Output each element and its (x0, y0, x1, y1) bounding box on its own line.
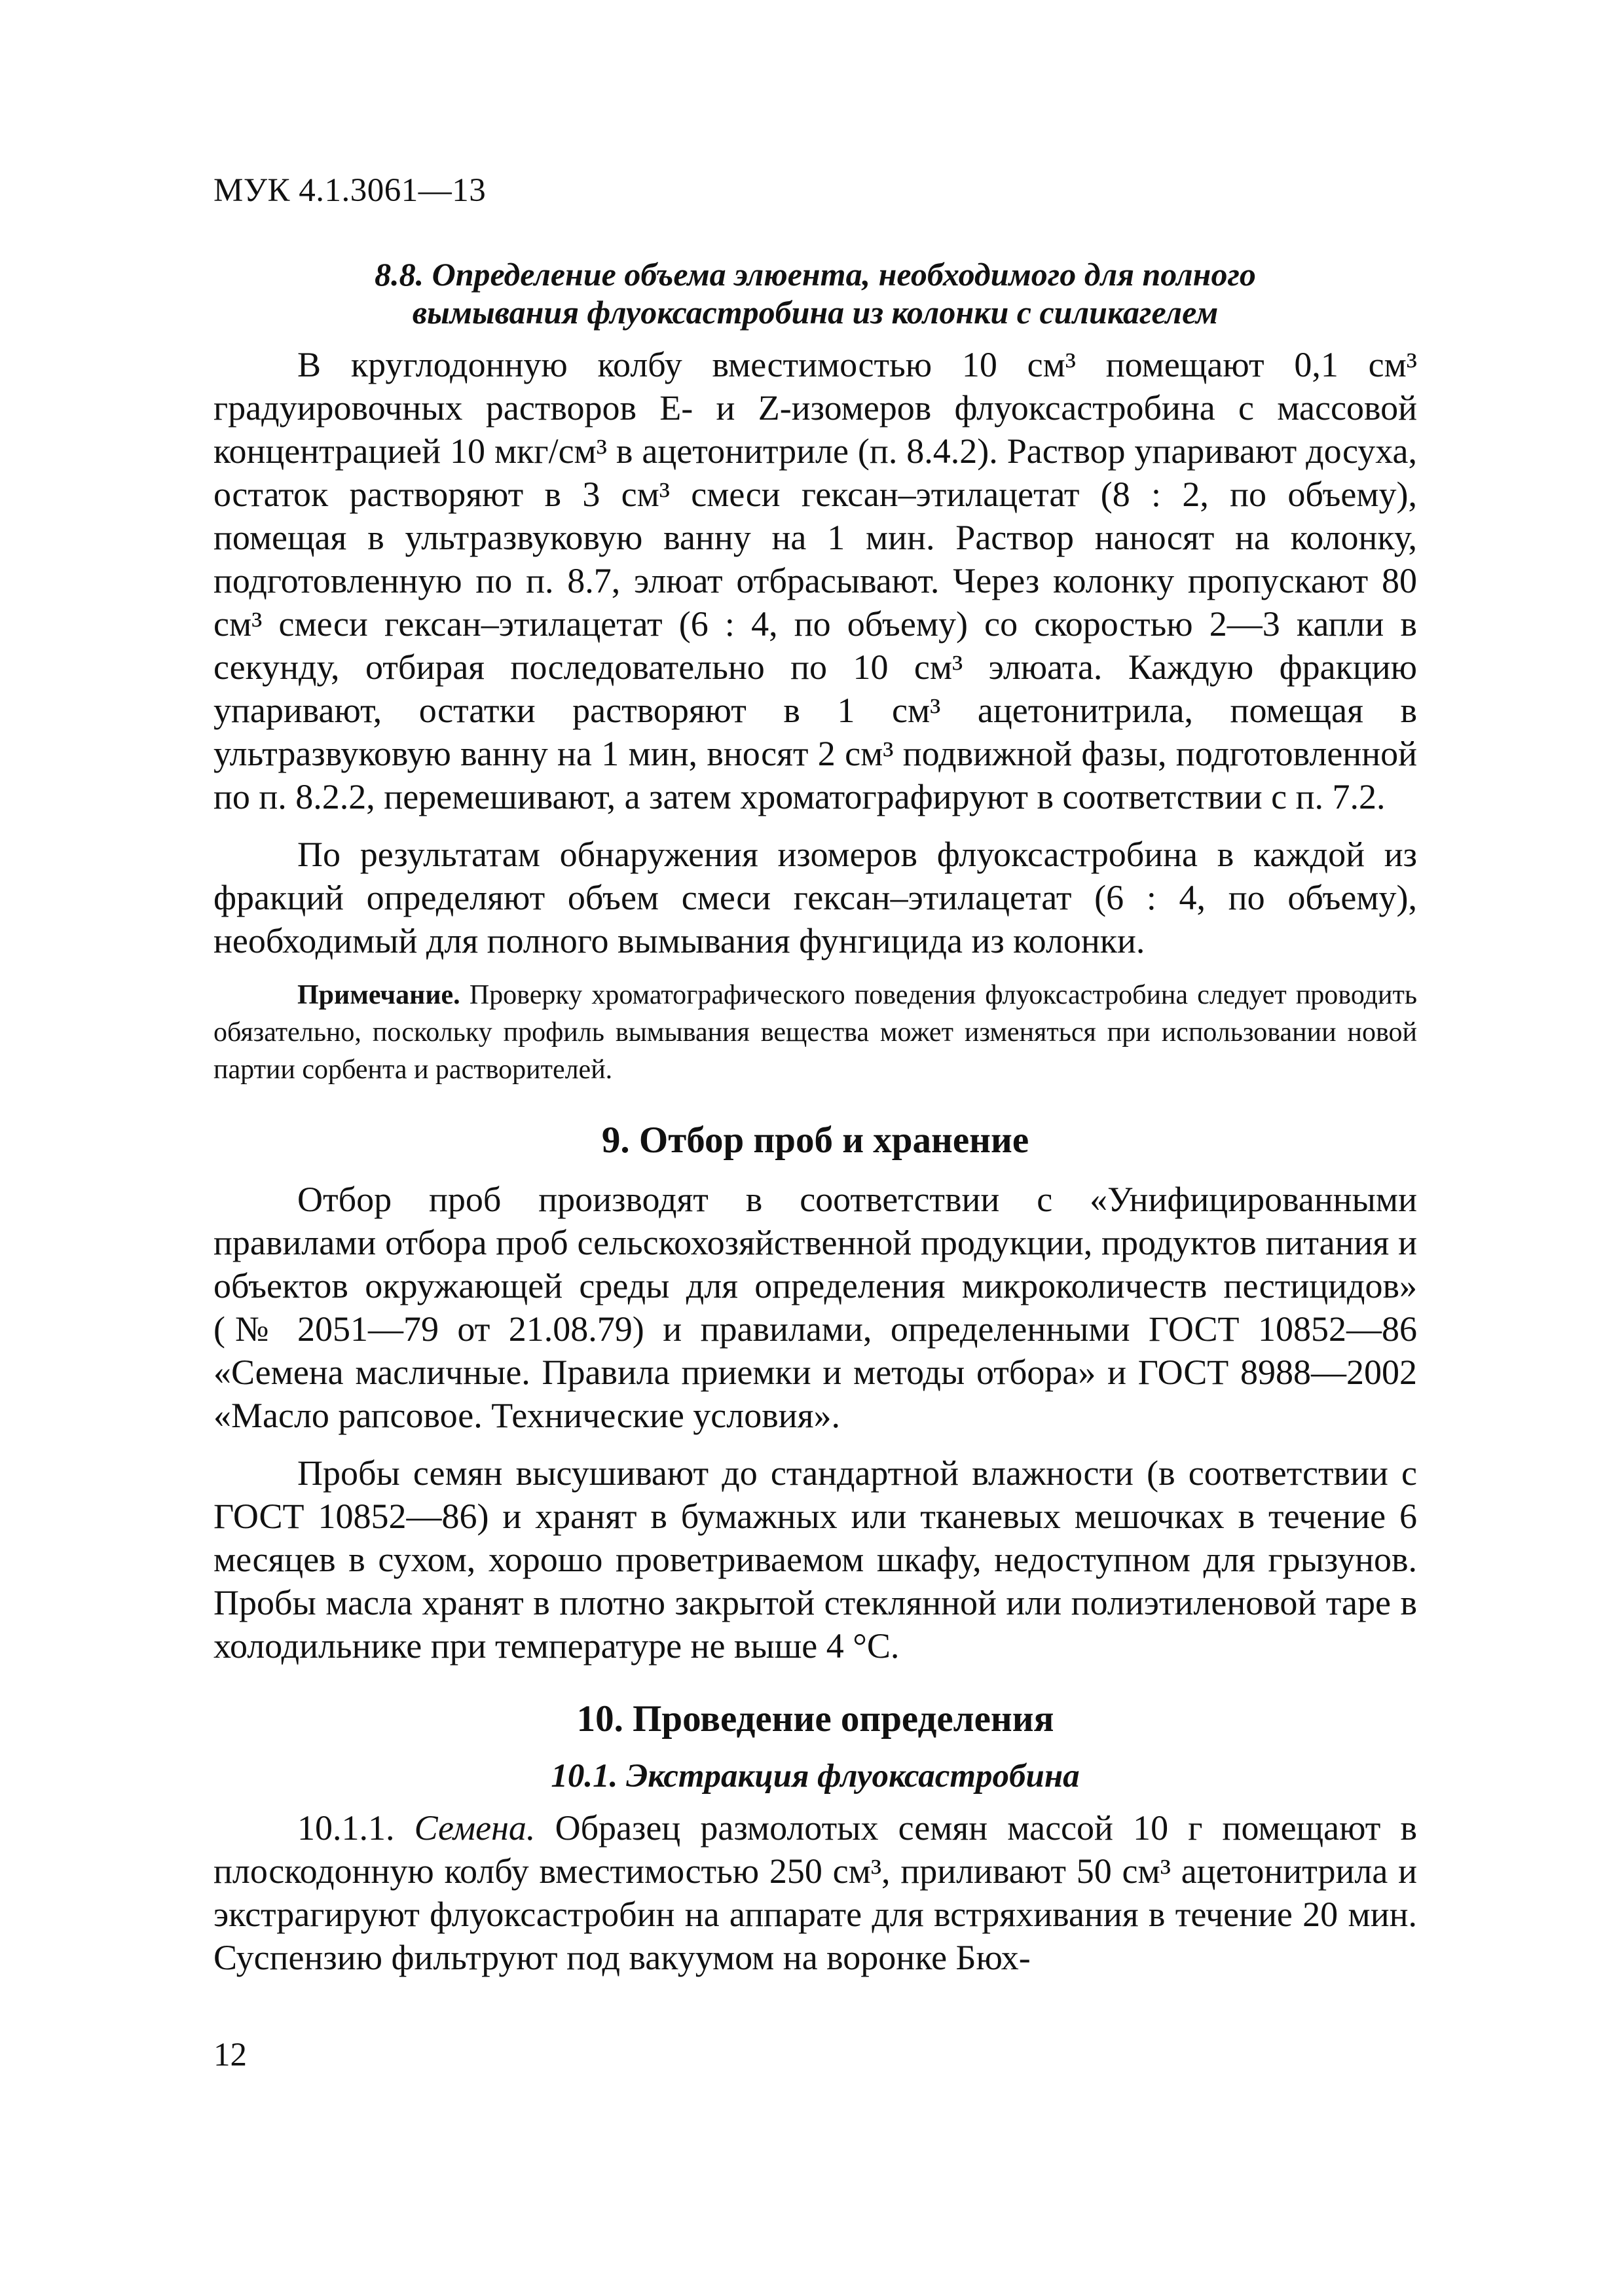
section-8-8-heading (213, 255, 1417, 331)
page-body (213, 255, 1417, 1979)
section-9-paragraph-1: Отбор проб производят в соответствии с «Унифицированными правилами отбора проб сельскохозяйственной продукции, продуктов питания и объектов окружающей среды для определения микроколичеств пестицидов» (№ 2051—79 от 21.08.79) и правилами, определенными ГОСТ 10852—86 «Семена масличные. Правила приемки и методы отбора» и ГОСТ 8988—2002 «Масло рапсовое. Технические условия». (213, 1180, 1417, 1435)
section-9-paragraph-2: Пробы семян высушивают до стандартной влажности (в соответствии с ГОСТ 10852—86) и хранят в бумажных или тканевых мешочках в течение 6 месяцев в сухом, хорошо проветриваемом шкафу, недоступном для грызунов. Пробы масла хранят в плотно закрытой стеклянной или полиэтиленовой таре в холодильнике при температуре не выше 4 °С. (213, 1453, 1417, 1666)
section-10-heading: 10. Проведение определения (576, 1698, 1054, 1740)
section-8-8-heading-line1: 8.8. Определение объема элюента, необходимого для полного (375, 256, 1256, 293)
paragraph-italic-lead: Семена. (414, 1808, 536, 1848)
section-8-8-note (213, 977, 1417, 1089)
paragraph-text: Образец размолотых семян массой 10 г помещают в плоскодонную колбу вместимостью 250 см³, приливают 50 см³ ацетонитрила и экстрагируют флуоксастробин на аппарате для встряхивания в течение 20 мин. Суспензию фильтруют под вакуумом на воронке Бюх- (213, 1808, 1417, 1977)
section-10-1-1-paragraph (213, 1806, 1417, 1979)
note-text: Проверку хроматографического поведения флуоксастробина следует проводить обязательно, поскольку профиль вымывания вещества может изменяться при использовании новой партии сорбента и растворителей. (213, 980, 1417, 1085)
section-9-heading: 9. Отбор проб и хранение (601, 1120, 1029, 1161)
section-10-1-heading: 10.1. Экстракция флуоксастробина (551, 1758, 1080, 1795)
section-8-8-heading-line2: вымывания флуоксастробина из колонки с силикагелем (412, 294, 1219, 331)
note-label: Примечание. (297, 980, 460, 1010)
section-8-8-paragraph-2: По результатам обнаружения изомеров флуоксастробина в каждой из фракций определяют объем смеси гексан–этилацетат (6 : 4, по объему), необходимый для полного вымывания фунгицида из колонки. (213, 835, 1417, 960)
section-8-8-paragraph-1: В круглодонную колбу вместимостью 10 см³ помещают 0,1 см³ градуировочных растворов E- и Z-изомеров флуоксастробина с массовой концентрацией 10 мкг/см³ в ацетонитриле (п. 8.4.2). Раствор упаривают досуха, остаток растворяют в 3 см³ смеси гексан–этилацетат (8 : 2, по объему), помещая в ультразвуковую ванну на 1 мин. Раствор наносят на колонку, подготовленную по п. 8.7, элюат отбрасывают. Через колонку пропускают 80 см³ смеси гексан–этилацетат (6 : 4, по объему) со скоростью 2—3 капли в секунду, отбирая последовательно по 10 см³ элюата. Каждую фракцию упаривают, остатки растворяют в 1 см³ ацетонитрила, помещая в ультразвуковую ванну на 1 мин, вносят 2 см³ подвижной фазы, подготовленной по п. 8.2.2, перемешивают, а затем хроматографируют в соответствии с п. 7.2. (213, 345, 1417, 816)
page-number: 12 (213, 2037, 247, 2073)
document-code: МУК 4.1.3061—13 (213, 172, 487, 209)
paragraph-number: 10.1.1. (297, 1808, 415, 1848)
